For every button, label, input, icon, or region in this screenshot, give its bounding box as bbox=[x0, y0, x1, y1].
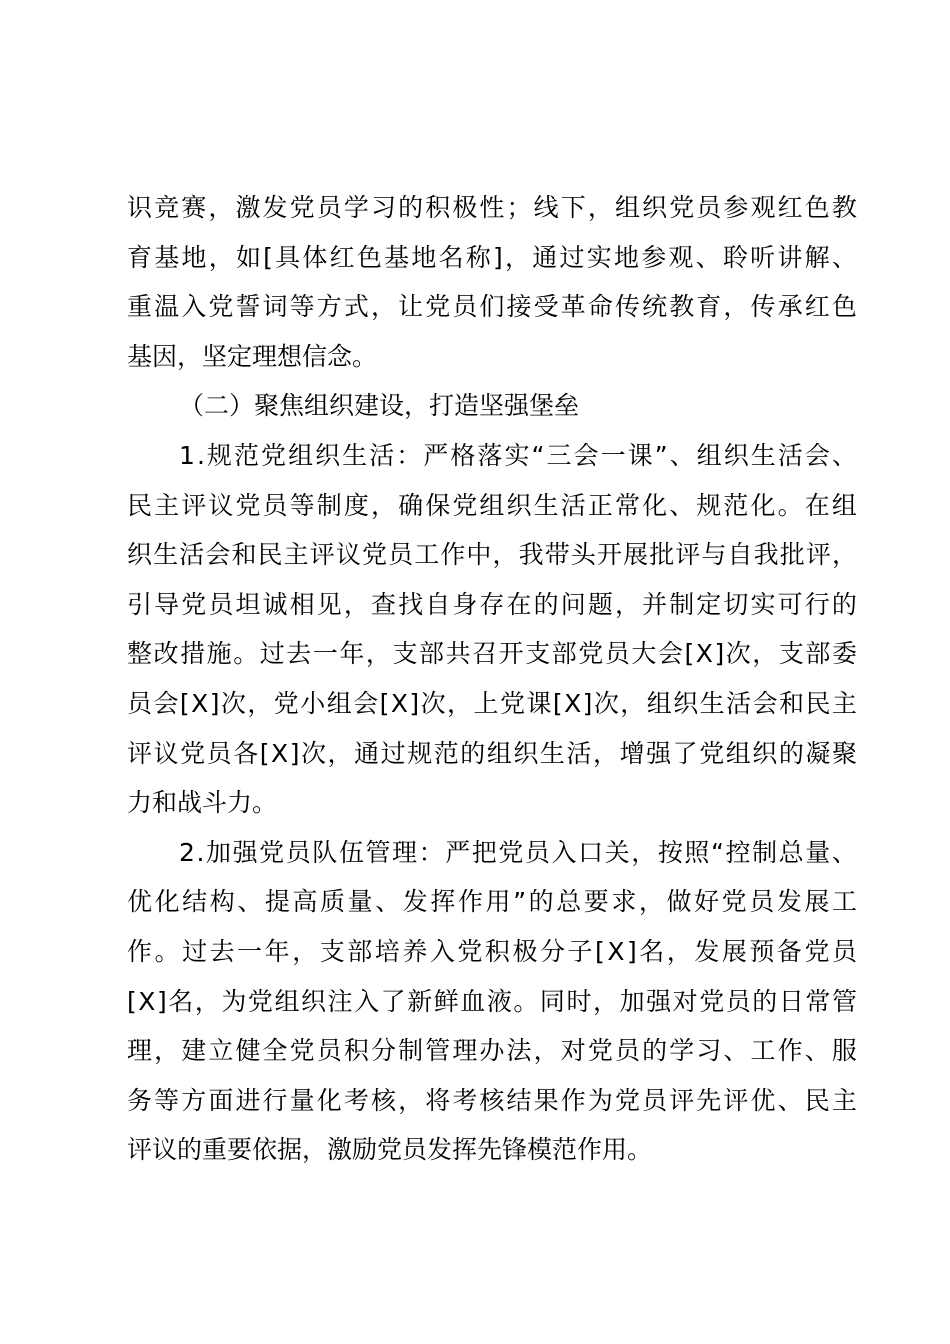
text-line: 员 会 [ X ] 次 ， 党 小 组 会 [ X ] 次 ， 上 党 课 [ X ] 次 ， 组 织 生 活 会 和 民 主 bbox=[127, 688, 857, 718]
text-line: 评 议 党 员 各 [ X ] 次 ， 通 过 规 范 的 组 织 生 活 ， 增 强 了 党 组 织 的 凝 聚 bbox=[127, 738, 857, 768]
text-line: 整 改 措 施 。 过 去 一 年 ， 支 部 共 召 开 支 部 党 员 大 会 [ X ] 次 ， 支 部 委 bbox=[127, 639, 857, 669]
text-line: （二）聚焦组织建设，打造坚强堡垒 bbox=[179, 391, 580, 421]
text-line: 识 竞 赛 ， 激 发 党 员 学 习 的 积 极 性 ； 线 下 ， 组 织 党 员 参 观 红 色 教 bbox=[127, 193, 857, 222]
text-line: 育 基 地 ， 如 [ 具 体 红 色 基 地 名 称 ] ， 通 过 实 地 参 观 、 聆 听 讲 解 、 bbox=[127, 242, 857, 272]
text-line: 优 化 结 构 、 提 高 质 量 、 发 挥 作 用 ” 的 总 要 求 ， 做 好 党 员 发 展 工 bbox=[127, 887, 857, 917]
text-line: 评议的重要依据，激励党员发挥先锋模范作用。 bbox=[127, 1135, 653, 1165]
text-line: 引 导 党 员 坦 诚 相 见 ， 查 找 自 身 存 在 的 问 题 ， 并 制 定 切 实 可 行 的 bbox=[127, 589, 857, 619]
body-text bbox=[127, 183, 857, 1175]
text-line: 基因，坚定理想信念。 bbox=[127, 341, 378, 371]
text-line: 2 . 加 强 党 员 队 伍 管 理 ： 严 把 党 员 入 口 关 ， 按 照 “ 控 制 总 量 、 bbox=[179, 837, 857, 867]
text-line: 1 . 规 范 党 组 织 生 活 ： 严 格 落 实 “ 三 会 一 课 ” 、 组 织 生 活 会 、 bbox=[179, 440, 857, 470]
text-line: 作 。 过 去 一 年 ， 支 部 培 养 入 党 积 极 分 子 [ X ] 名 ， 发 展 预 备 党 员 bbox=[127, 936, 857, 966]
text-line: 重 温 入 党 誓 词 等 方 式 ， 让 党 员 们 接 受 革 命 传 统 教 育 ， 传 承 红 色 bbox=[127, 292, 857, 322]
text-line: 理 ， 建 立 健 全 党 员 积 分 制 管 理 办 法 ， 对 党 员 的 学 习 、 工 作 、 服 bbox=[127, 1036, 857, 1066]
text-line: 务 等 方 面 进 行 量 化 考 核 ， 将 考 核 结 果 作 为 党 员 评 先 评 优 、 民 主 bbox=[127, 1085, 857, 1115]
text-line: 力和战斗力。 bbox=[127, 788, 278, 818]
text-line: [ X ] 名 ， 为 党 组 织 注 入 了 新 鲜 血 液 。 同 时 ， 加 强 对 党 员 的 日 常 管 bbox=[127, 986, 857, 1016]
text-line: 民 主 评 议 党 员 等 制 度 ， 确 保 党 组 织 生 活 正 常 化 、 规 范 化 。 在 组 bbox=[127, 490, 857, 520]
text-line: 织 生 活 会 和 民 主 评 议 党 员 工 作 中 ， 我 带 头 开 展 批 评 与 自 我 批 评 ， bbox=[127, 540, 857, 570]
